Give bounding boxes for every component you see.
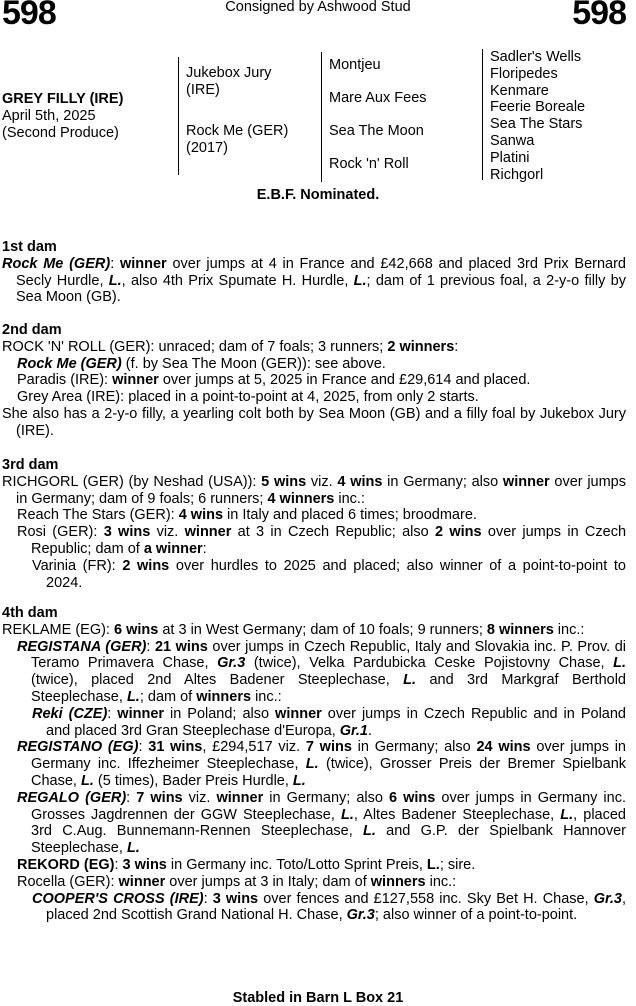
section-title: 3rd dam [2,457,59,473]
produce-note: (Second Produce) [2,125,119,141]
pedigree-gp-4: Rock 'n' Roll [329,156,409,172]
lot-number-right: 598 [572,0,626,32]
section-fourth-dam [2,605,626,924]
third-dam-entry: RICHGORL (GER) (by Neshad (USA)): 5 wins viz. 4 wins in Germany; also winner over jumps in Germany; dam of 9 foals; 6 runners; 4 winners inc.: [2,473,626,507]
consignor: Consigned by Ashwood Stud [225,0,411,15]
pedigree-line-1 [178,57,179,175]
produce-entry: Reki (CZE): winner in Poland; also winner over jumps in Czech Republic and in Poland and placed 3rd Gran Steeplechase d'Europa, Gr.1. [32,705,626,739]
section-third-dam [2,457,626,591]
foaled-date: April 5th, 2025 [2,108,96,124]
fourth-dam-entry: REKLAME (EG): 6 wins at 3 in West Germany; dam of 10 foals; 9 runners; 8 winners inc.: [2,621,585,638]
produce-entry: Rock Me (GER) (f. by Sea The Moon (GER)): see above. [17,355,386,372]
horse-info [2,91,123,142]
produce-entry: REGISTANO (EG): 31 wins, £294,517 viz. 7 wins in Germany; also 24 wins over jumps in Germany inc. Iffezheimer Steeplechase, L. (twice), Grosser Preis der Bremer Spielbank Chase, L. (5 times), Bader Preis Hurdle, L. [17,739,627,789]
produce-entry: REKORD (EG): 3 wins in Germany inc. Toto/Lotto Sprint Preis, L.; sire. [17,856,476,873]
produce-entry: Grey Area (IRE): placed in a point-to-point at 4, 2025, from only 2 starts. [17,389,479,406]
pedigree-gp-2: Mare Aux Fees [329,90,427,106]
pedigree-line-3 [482,49,483,180]
pedigree-gp-3: Sea The Moon [329,123,424,139]
lot-number-left: 598 [2,0,56,32]
produce-note: She also has a 2-y-o filly, a yearling colt both by Sea Moon (GB) and a filly foal by Jukebox Jury (IRE). [2,405,626,439]
section-title: 1st dam [2,239,57,255]
pedigree-dam: Rock Me (GER) (2017) [186,123,289,156]
section-first-dam [2,239,626,306]
produce-entry: Rocella (GER): winner over jumps at 3 in Italy; dam of winners inc.: [17,873,457,890]
produce-entry: REGALO (GER): 7 wins viz. winner in Germany; also 6 wins over jumps in Germany inc. Grosses Jagdrennen der GGW Steeplechase, L., Altes Badener Steeplechase, L., placed 3rd C.Aug. Bunnemann-Rennen Steeplechase, L. and G.P. der Spielbank Hannover Steeplechase, L. [17,789,627,857]
produce-entry: Varinia (FR): 2 wins over hurdles to 2025 and placed; also winner of a point-to-point to 2024. [32,557,626,591]
pedigree-gp-1: Montjeu [329,57,381,73]
produce-entry: COOPER'S CROSS (IRE): 3 wins over fences and £127,558 inc. Sky Bet H. Chase, Gr.3, placed 2nd Scottish Grand National H. Chase, Gr.3; also winner of a point-to-point. [32,890,626,924]
pedigree-sire: Jukebox Jury (IRE) [186,65,272,98]
section-title: 4th dam [2,605,58,621]
produce-entry: Paradis (IRE): winner over jumps at 5, 2025 in France and £29,614 and placed. [17,372,531,389]
ebf-nominated: E.B.F. Nominated. [256,187,380,203]
pedigree-ggp: Sadler's Wells Floripedes Kenmare Feerie Boreale Sea The Stars Sanwa Platini Richgorl [490,49,586,183]
section-title: 2nd dam [2,322,62,338]
section-second-dam [2,322,626,440]
second-dam-entry: ROCK 'N' ROLL (GER): unraced; dam of 7 foals; 3 runners; 2 winners: [2,338,459,355]
horse-name: GREY FILLY (IRE) [2,91,124,107]
produce-entry: Rosi (GER): 3 wins viz. winner at 3 in Czech Republic; also 2 wins over jumps in Czech Republic; dam of a winner: [17,524,627,557]
produce-entry: Reach The Stars (GER): 4 wins in Italy and placed 6 times; broodmare. [17,507,477,524]
stabling-info: Stabled in Barn L Box 21 [232,990,404,1006]
first-dam-entry: Rock Me (GER): winner over jumps at 4 in France and £42,668 and placed 3rd Prix Bernard Secly Hurdle, L., also 4th Prix Spumate H. Hurdle, L.; dam of 1 previous foal, a 2-y-o filly by Sea Moon (GB). [2,255,626,306]
pedigree-line-2 [321,52,322,182]
produce-entry: REGISTANA (GER): 21 wins over jumps in Czech Republic, Italy and Slovakia inc. P. Prov. di Teramo Primavera Chase, Gr.3 (twice), Velka Pardubicka Ceske Pojistovny Chase, L. (twice), placed 2nd Altes Badener Steeplechase, L. and 3rd Markgraf Berthold Steeplechase, L.; dam of winners inc.: [17,638,626,705]
